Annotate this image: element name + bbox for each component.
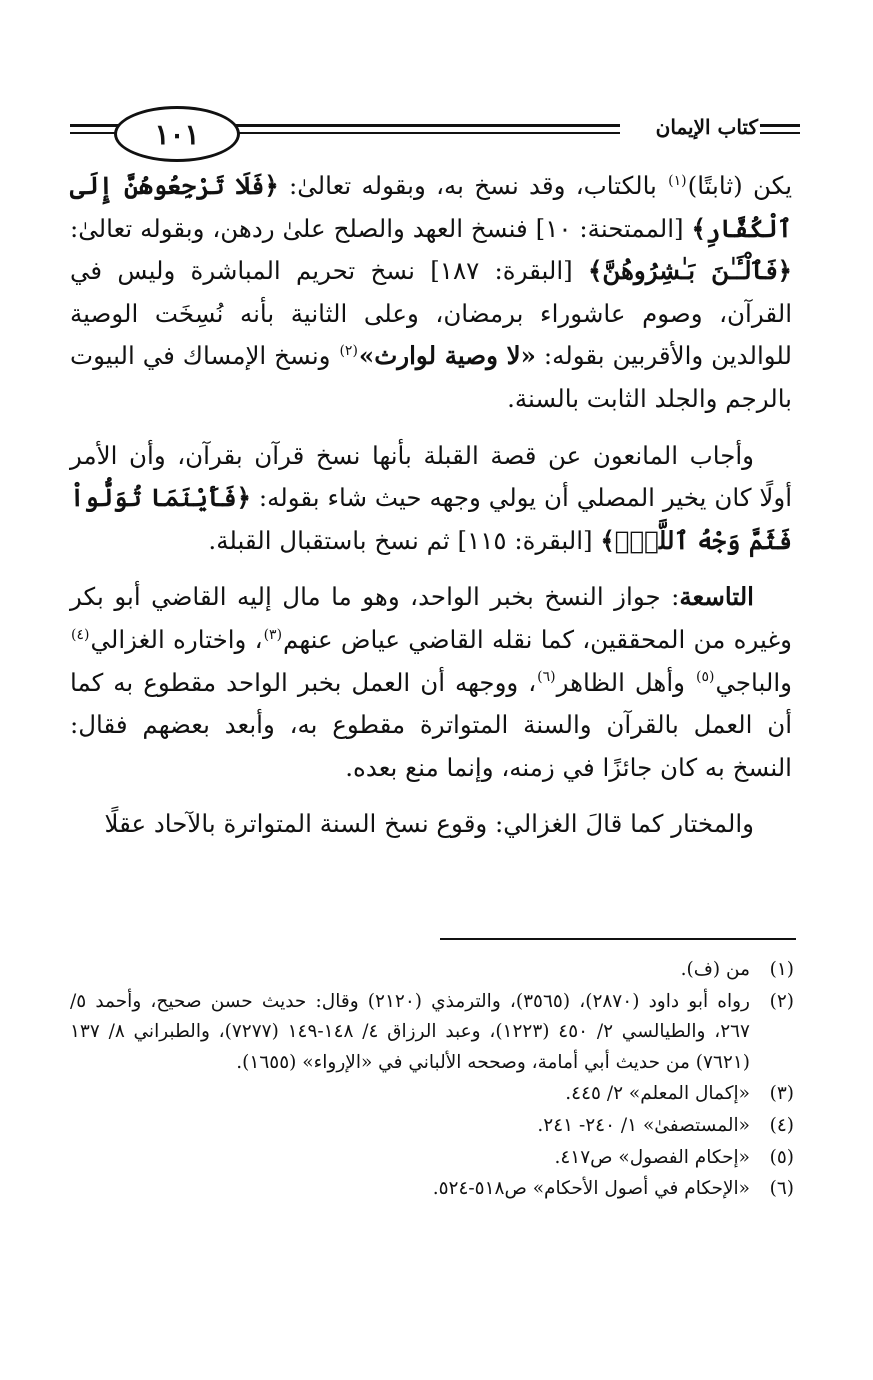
paragraph xyxy=(70,435,792,563)
quran-verse: ﴿فَٱلْـَٔـٰنَ بَـٰشِرُوهُنَّ﴾ xyxy=(587,256,792,286)
paragraph xyxy=(70,576,792,789)
footnote-number: (٢) xyxy=(769,990,794,1012)
footnote-ref: (٦) xyxy=(537,669,556,686)
text-run: والمختار كما قالَ الغزالي: وقوع نسخ السنة المتواترة بالآحاد عقلًا xyxy=(104,809,754,839)
footnote-number: (٣) xyxy=(769,1083,794,1105)
paragraph xyxy=(70,165,792,421)
text-run: ونسخ الإمساك في البيوت بالرجم والجلد الثابت بالسنة. xyxy=(70,341,792,413)
footnote-separator xyxy=(440,938,796,940)
footnote-number: (٤) xyxy=(769,1114,794,1136)
quran-verse: ﴿فَلَا تَرْجِعُوهُنَّ إِلَى ٱلْكُفَّارِ﴾ xyxy=(70,171,792,243)
header-rule-left xyxy=(70,124,122,127)
footnote-text: «الإحكام في أصول الأحكام» ص٥١٨-٥٢٤. xyxy=(432,1178,750,1200)
footnote-ref: (٢) xyxy=(339,343,358,360)
text-run: : جواز النسخ بخبر الواحد، وهو ما مال إليه القاضي أبو بكر وغيره من المحققين، كما نقله القاضي عياض عنهم xyxy=(70,582,792,654)
header-rule-center xyxy=(230,124,620,127)
page-header xyxy=(70,100,800,160)
footnote xyxy=(70,1143,794,1174)
footnote-ref: (٥) xyxy=(696,669,715,686)
footnote-ref: (١) xyxy=(668,172,687,189)
footnote-number: (٦) xyxy=(769,1178,794,1200)
text-run: ، ووجهه أن العمل بخبر الواحد مقطوع به كما أن العمل بالقرآن والسنة المتواترة مقطوع به، وأبعد بعضهم فقال: النسخ به كان جائزًا في زمنه، وإنما منع بعده. xyxy=(70,667,792,782)
text-run: [البقرة: ١١٥] ثم نسخ باستقبال القبلة. xyxy=(208,525,601,555)
header-rule-right xyxy=(760,124,800,127)
footnote-text: «إكمال المعلم» ٢/ ٤٤٥. xyxy=(565,1083,750,1105)
text-run: يكن (ثابتًا) xyxy=(687,171,793,200)
footnote-number: (١) xyxy=(769,959,794,980)
footnote xyxy=(70,955,794,986)
footnote xyxy=(70,1079,794,1110)
text-run: [البقرة: ١٨٧] نسخ تحريم المباشرة وليس في القرآن، وصوم عاشوراء برمضان، وعلى الثانية بأنه نُسِخَت الوصية للوالدين والأقربين بقوله: xyxy=(70,256,792,371)
footnote-ref: (٣) xyxy=(263,626,283,643)
text-run: [الممتحنة: ١٠] فنسخ العهد والصلح علىٰ ردهن، وبقوله تعالىٰ: xyxy=(70,213,692,243)
page-number: ١٠١ xyxy=(154,117,200,151)
footnotes xyxy=(70,955,794,1206)
main-text xyxy=(70,165,792,846)
footnote-ref: (٤) xyxy=(71,626,90,643)
footnote xyxy=(70,987,794,1079)
footnote-text: من (ف). xyxy=(680,959,750,980)
footnote-text: رواه أبو داود (٢٨٧٠)، (٣٥٦٥)، والترمذي (٢١٢٠) وقال: حديث حسن صحيح، وأحمد ٥/ ٢٦٧، والطيالسي ٢/ ٤٥٠ (١٢٢٣)، وعبد الرزاق ٤/ ١٤٨-١٤٩ (٧٢٧٧)، والطبراني ٨/ ١٣٧ (٧٦٢١) من حديث أبي أمامة، وصححه الألباني في «الإرواء» (١٦٥٥). xyxy=(70,990,750,1073)
footnote-text: «إحكام الفصول» ص٤١٧. xyxy=(554,1146,750,1168)
header-rule-right-lower xyxy=(760,132,800,134)
footnote-text: «المستصفىٰ» ١/ ٢٤٠- ٢٤١. xyxy=(537,1114,750,1136)
text-run: ، واختاره الغزالي xyxy=(90,624,263,654)
page-number-frame xyxy=(114,106,240,162)
text-run: وأجاب المانعون عن قصة القبلة بأنها نسخ قرآن بقرآن، وأن الأمر أولًا كان يخير المصلي أن يولي وجهه حيث شاء بقوله: xyxy=(70,440,793,513)
footnote xyxy=(70,1111,794,1142)
paragraph xyxy=(70,803,792,846)
footnote-number: (٥) xyxy=(769,1146,794,1168)
text-run: بالكتاب، وقد نسخ به، وبقوله تعالىٰ: xyxy=(278,171,668,200)
hadith-quote: «لا وصية لوارث» xyxy=(358,341,536,371)
text-run: وأهل الظاهر xyxy=(556,667,695,697)
footnote xyxy=(70,1174,794,1205)
section-lead: التاسعة xyxy=(679,582,754,612)
running-title: كتاب الإيمان xyxy=(655,115,758,139)
header-rule-center-lower xyxy=(230,132,620,134)
quran-verse: ﴿فَأَيْنَمَا تُوَلُّواْ فَثَمَّ وَجْهُ ٱللَّهِۚ﴾ xyxy=(70,483,792,555)
text-run: والباجي xyxy=(715,667,792,697)
